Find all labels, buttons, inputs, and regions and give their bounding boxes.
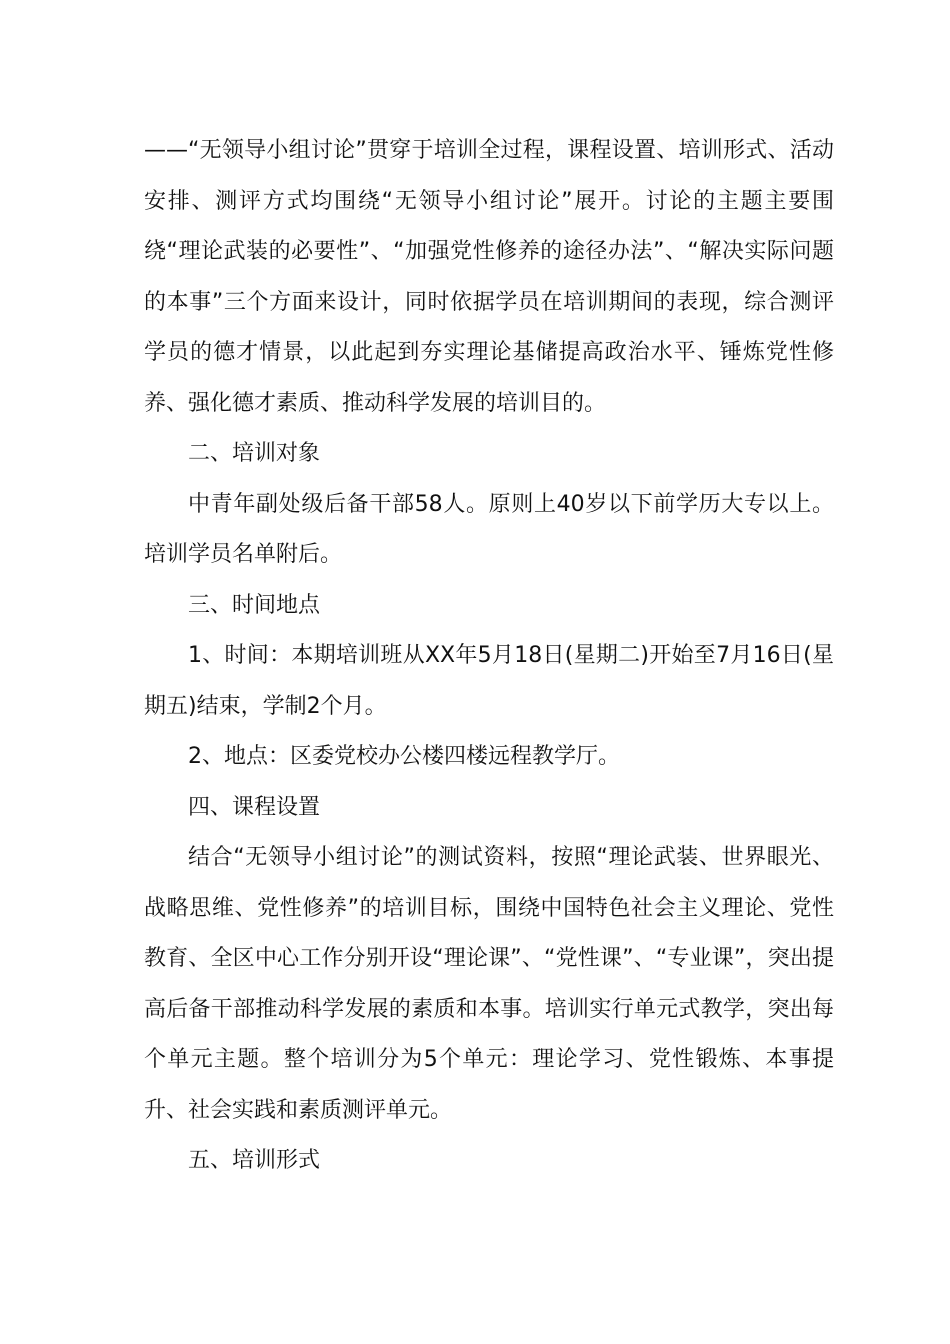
heading-time-place: 三、时间地点 (188, 592, 321, 618)
paragraph-intro: ——“无领导小组讨论”贯穿于培训全过程，课程设置、培训形式、活动安排、测评方式均围绕“无领导小组讨论”展开。讨论的主题主要围绕“理论武装的必要性”、“加强党性修养的途径办法”、“解决实际问题的本事”三个方面来设计，同时依据学员在培训期间的表现，综合测评学员的德才情景，以此起到夯实理论基储提高政治水平、锤炼党性修养、强化德才素质、推动科学发展的培训目的。 (144, 138, 834, 416)
paragraph-course-setup: 结合“无领导小组讨论”的测试资料，按照“理论武装、世界眼光、战略思维、党性修养”的培训目标，围绕中国特色社会主义理论、党性教育、全区中心工作分别开设“理论课”、“党性课”、“专业课”，突出提高后备干部推动科学发展的素质和本事。培训实行单元式教学，突出每个单元主题。整个培训分为5个单元：理论学习、党性锻炼、本事提升、社会实践和素质测评单元。 (144, 845, 834, 1123)
heading-training-form: 五、培训形式 (188, 1148, 321, 1173)
document-body (144, 126, 834, 1187)
paragraph-training-target: 中青年副处级后备干部58人。原则上40岁以下前学历大专以上。培训学员名单附后。 (144, 491, 834, 567)
paragraph-place: 2、地点：区委党校办公楼四楼远程教学厅。 (188, 744, 620, 769)
heading-course-setup: 四、课程设置 (188, 794, 321, 820)
heading-training-target: 二、培训对象 (188, 441, 321, 466)
paragraph-time: 1、时间：本期培训班从XX年5月18日(星期二)开始至7月16日(星期五)结束，学制2个月。 (144, 643, 834, 719)
